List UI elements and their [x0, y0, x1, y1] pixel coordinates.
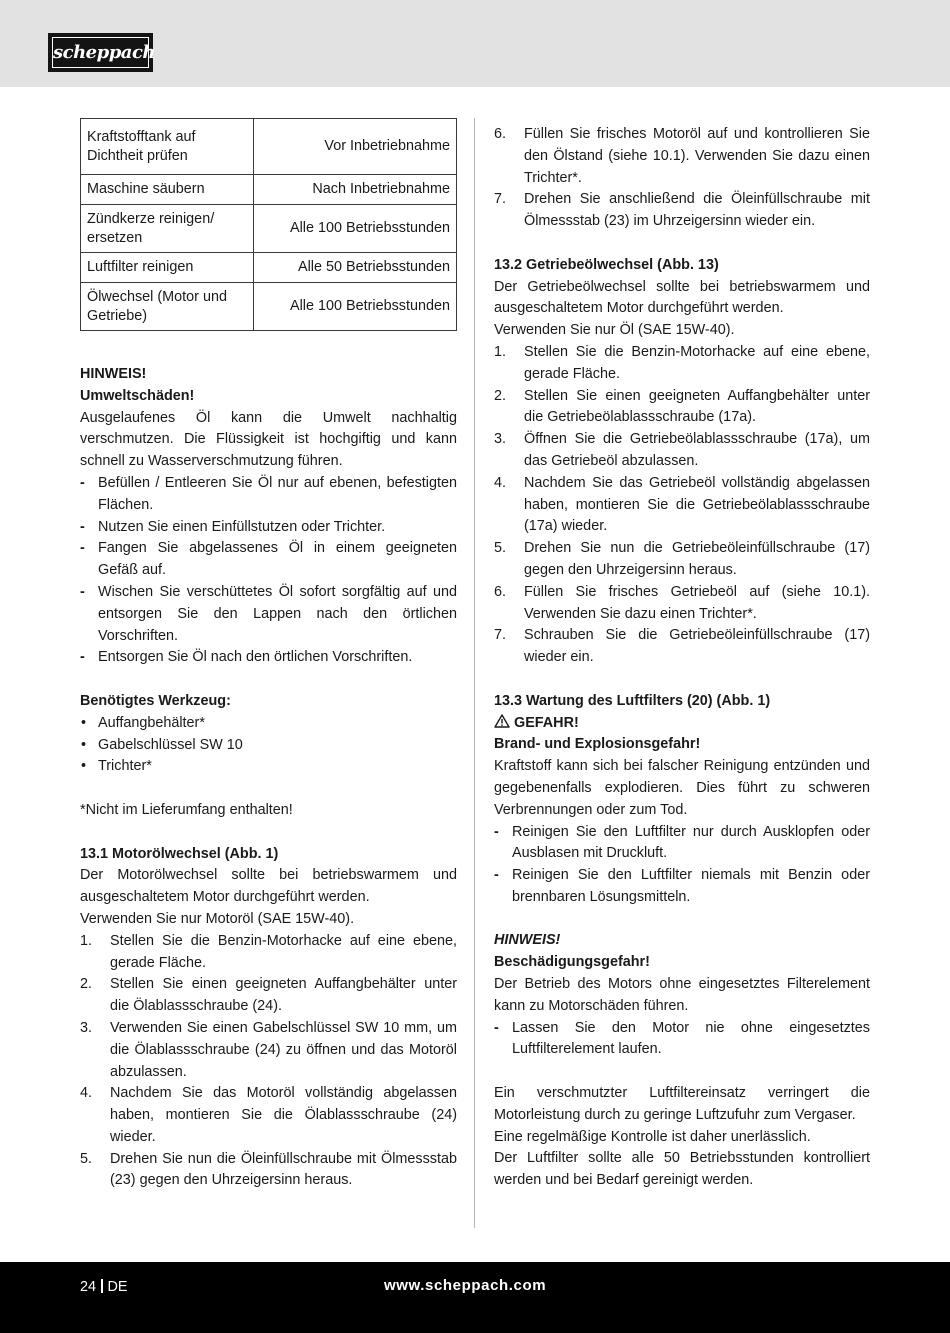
- notice-label: HINWEIS!: [80, 366, 147, 382]
- language-code: DE: [107, 1279, 128, 1295]
- list-item: 7. Drehen Sie anschließend die Öleinfüllschraube mit Ölmessstab (23) im Uhrzeigersinn wieder ein.: [494, 191, 870, 230]
- notice-text: Ausgelaufenes Öl kann die Umwelt nachhaltig verschmutzen. Die Flüssigkeit ist hochgiftig und kann schnell zu Wasserverschmutzung führen.: [80, 409, 457, 470]
- table-cell-task: Maschine säubern: [81, 175, 254, 205]
- list-item: 6. Füllen Sie frisches Getriebeöl auf (siehe 10.1). Verwenden Sie dazu einen Trichter*.: [494, 583, 870, 622]
- list-item: - Reinigen Sie den Luftfilter nur durch Ausklopfen oder Ausblasen mit Druckluft.: [494, 823, 870, 862]
- table-cell-interval: Alle 100 Betriebsstunden: [254, 205, 457, 253]
- list-item: - Wischen Sie verschüttetes Öl sofort sorgfältig auf und entsorgen Sie den Lappen nach den örtlichen Vorschriften.: [80, 583, 457, 644]
- danger-title: Brand- und Explosionsgefahr!: [494, 736, 701, 753]
- table-row: [81, 175, 457, 205]
- tools-note: *Nicht im Lieferumfang enthalten!: [80, 801, 293, 818]
- tools-title: Benötigtes Werkzeug:: [80, 692, 231, 709]
- list-item: • Auffangbehälter*: [81, 714, 205, 731]
- page-footer: [0, 1262, 950, 1333]
- list-item: 1. Stellen Sie die Benzin-Motorhacke auf eine ebene, gerade Fläche.: [494, 343, 870, 382]
- list-item: 2. Stellen Sie einen geeigneten Auffangbehälter unter die Ölablassschraube (24).: [80, 976, 457, 1015]
- page-header: [0, 0, 950, 87]
- list-item: 4. Nachdem Sie das Getriebeöl vollständig abgelassen haben, montieren Sie die Getriebeölablassschraube (17a) wieder.: [494, 474, 870, 535]
- table-row: [81, 119, 457, 175]
- notice-title: Umweltschäden!: [80, 387, 195, 404]
- list-item: • Trichter*: [81, 758, 152, 775]
- column-divider: [474, 118, 475, 1228]
- section-intro: Der Getriebeölwechsel sollte bei betriebswarmem und ausgeschaltetem Motor durchgeführt werden.: [494, 278, 870, 317]
- list-item: 6. Füllen Sie frisches Motoröl auf und kontrollieren Sie den Ölstand (siehe 10.1). Verwenden Sie dazu einen Trichter*.: [494, 126, 870, 186]
- footer-separator: [101, 1279, 103, 1293]
- tools-list: [80, 713, 457, 778]
- list-item: 3. Verwenden Sie einen Gabelschlüssel SW 10 mm, um die Ölablassschraube (24) zu öffnen und das Motoröl abzulassen.: [80, 1019, 457, 1080]
- list-item: 5. Drehen Sie nun die Getriebeöleinfüllschraube (17) gegen den Uhrzeigersinn heraus.: [494, 540, 870, 578]
- closing-paragraph: Der Luftfilter sollte alle 50 Betriebsstunden kontrolliert werden und bei Bedarf gereinigt werden.: [494, 1150, 870, 1189]
- right-column: [494, 124, 870, 1192]
- steps-list: [494, 342, 870, 669]
- list-item: - Befüllen / Entleeren Sie Öl nur auf ebenen, befestigten Flächen.: [80, 474, 457, 513]
- list-item: - Fangen Sie abgelassenes Öl in einem geeigneten Gefäß auf.: [80, 540, 457, 579]
- list-item: 1. Stellen Sie die Benzin-Motorhacke auf eine ebene, gerade Fläche.: [80, 932, 457, 971]
- list-item: - Lassen Sie den Motor nie ohne eingesetztes Luftfilterelement laufen.: [494, 1019, 870, 1058]
- table-row: [81, 283, 457, 331]
- list-item: 4. Nachdem Sie das Motoröl vollständig abgelassen haben, montieren Sie die Ölablassschraube (24) wieder.: [80, 1085, 457, 1145]
- brand-logo-text: scheppach: [52, 37, 149, 68]
- table-cell-task: Kraftstofftank auf Dichtheit prüfen: [81, 119, 254, 175]
- section-oil-note: Verwenden Sie nur Öl (SAE 15W-40).: [494, 322, 735, 339]
- table-cell-interval: Alle 100 Betriebsstunden: [254, 283, 457, 331]
- danger-list: [494, 822, 870, 909]
- closing-paragraph: Ein verschmutzter Luftfiltereinsatz verringert die Motorleistung durch zu geringe Luftzufuhr zum Vergaser.: [494, 1085, 870, 1123]
- section-oil-note: Verwenden Sie nur Motoröl (SAE 15W-40).: [80, 910, 355, 927]
- table-cell-interval: Vor Inbetriebnahme: [254, 119, 457, 175]
- table-row: [81, 253, 457, 283]
- table-row: [81, 205, 457, 253]
- danger-text: Kraftstoff kann sich bei falscher Reinigung entzünden und gegebenenfalls explodieren. Dies führt zu schweren Verbrennungen oder zum Tod.: [494, 758, 870, 818]
- left-column: [80, 118, 457, 1192]
- list-item: - Entsorgen Sie Öl nach den örtlichen Vorschriften.: [80, 649, 413, 666]
- page-number: [80, 1277, 128, 1297]
- list-item: 2. Stellen Sie einen geeigneten Auffangbehälter unter die Getriebeölablassschraube (17a).: [494, 387, 870, 426]
- section-title: 13.3 Wartung des Luftfilters (20) (Abb. 1): [494, 692, 771, 709]
- table-cell-task: Zündkerze reinigen/ ersetzen: [81, 205, 254, 253]
- list-item: - Nutzen Sie einen Einfüllstutzen oder Trichter.: [80, 518, 386, 535]
- danger-label: GEFAHR!: [494, 713, 870, 735]
- list-item: 5. Drehen Sie nun die Öleinfüllschraube mit Ölmessstab (23) gegen den Uhrzeigersinn heraus.: [80, 1150, 457, 1189]
- section-title: 13.2 Getriebeölwechsel (Abb. 13): [494, 256, 719, 273]
- table-cell-task: Ölwechsel (Motor und Getriebe): [81, 283, 254, 331]
- maintenance-table: [80, 118, 457, 331]
- closing-paragraph: Eine regelmäßige Kontrolle ist daher unerlässlich.: [494, 1128, 811, 1145]
- notice-list: [80, 473, 457, 669]
- list-item: - Reinigen Sie den Luftfilter niemals mit Benzin oder brennbaren Lösungsmitteln.: [494, 867, 870, 905]
- table-cell-interval: Alle 50 Betriebsstunden: [254, 253, 457, 283]
- section-title: 13.1 Motorölwechsel (Abb. 1): [80, 845, 279, 862]
- notice-list: [494, 1018, 870, 1062]
- section-intro: Der Motorölwechsel sollte bei betriebswarmem und ausgeschaltetem Motor durchgeführt werden.: [80, 867, 457, 906]
- list-item: 3. Öffnen Sie die Getriebeölablassschraube (17a), um das Getriebeöl abzulassen.: [494, 431, 870, 469]
- warning-triangle-icon: [494, 714, 510, 728]
- table-cell-interval: Nach Inbetriebnahme: [254, 175, 457, 205]
- steps-list-continued: [494, 124, 870, 233]
- table-cell-task: Luftfilter reinigen: [81, 253, 254, 283]
- list-item: 7. Schrauben Sie die Getriebeöleinfüllschraube (17) wieder ein.: [494, 627, 870, 666]
- page-number-value: 24: [80, 1279, 97, 1295]
- list-item: • Gabelschlüssel SW 10: [81, 736, 243, 753]
- brand-logo: [48, 33, 156, 72]
- notice-label: HINWEIS!: [494, 932, 561, 949]
- website-link[interactable]: www.scheppach.com: [384, 1277, 547, 1294]
- notice-text: Der Betrieb des Motors ohne eingesetztes Filterelement kann zu Motorschäden führen.: [494, 976, 870, 1014]
- steps-list: [80, 931, 457, 1193]
- notice-title: Beschädigungsgefahr!: [494, 954, 650, 971]
